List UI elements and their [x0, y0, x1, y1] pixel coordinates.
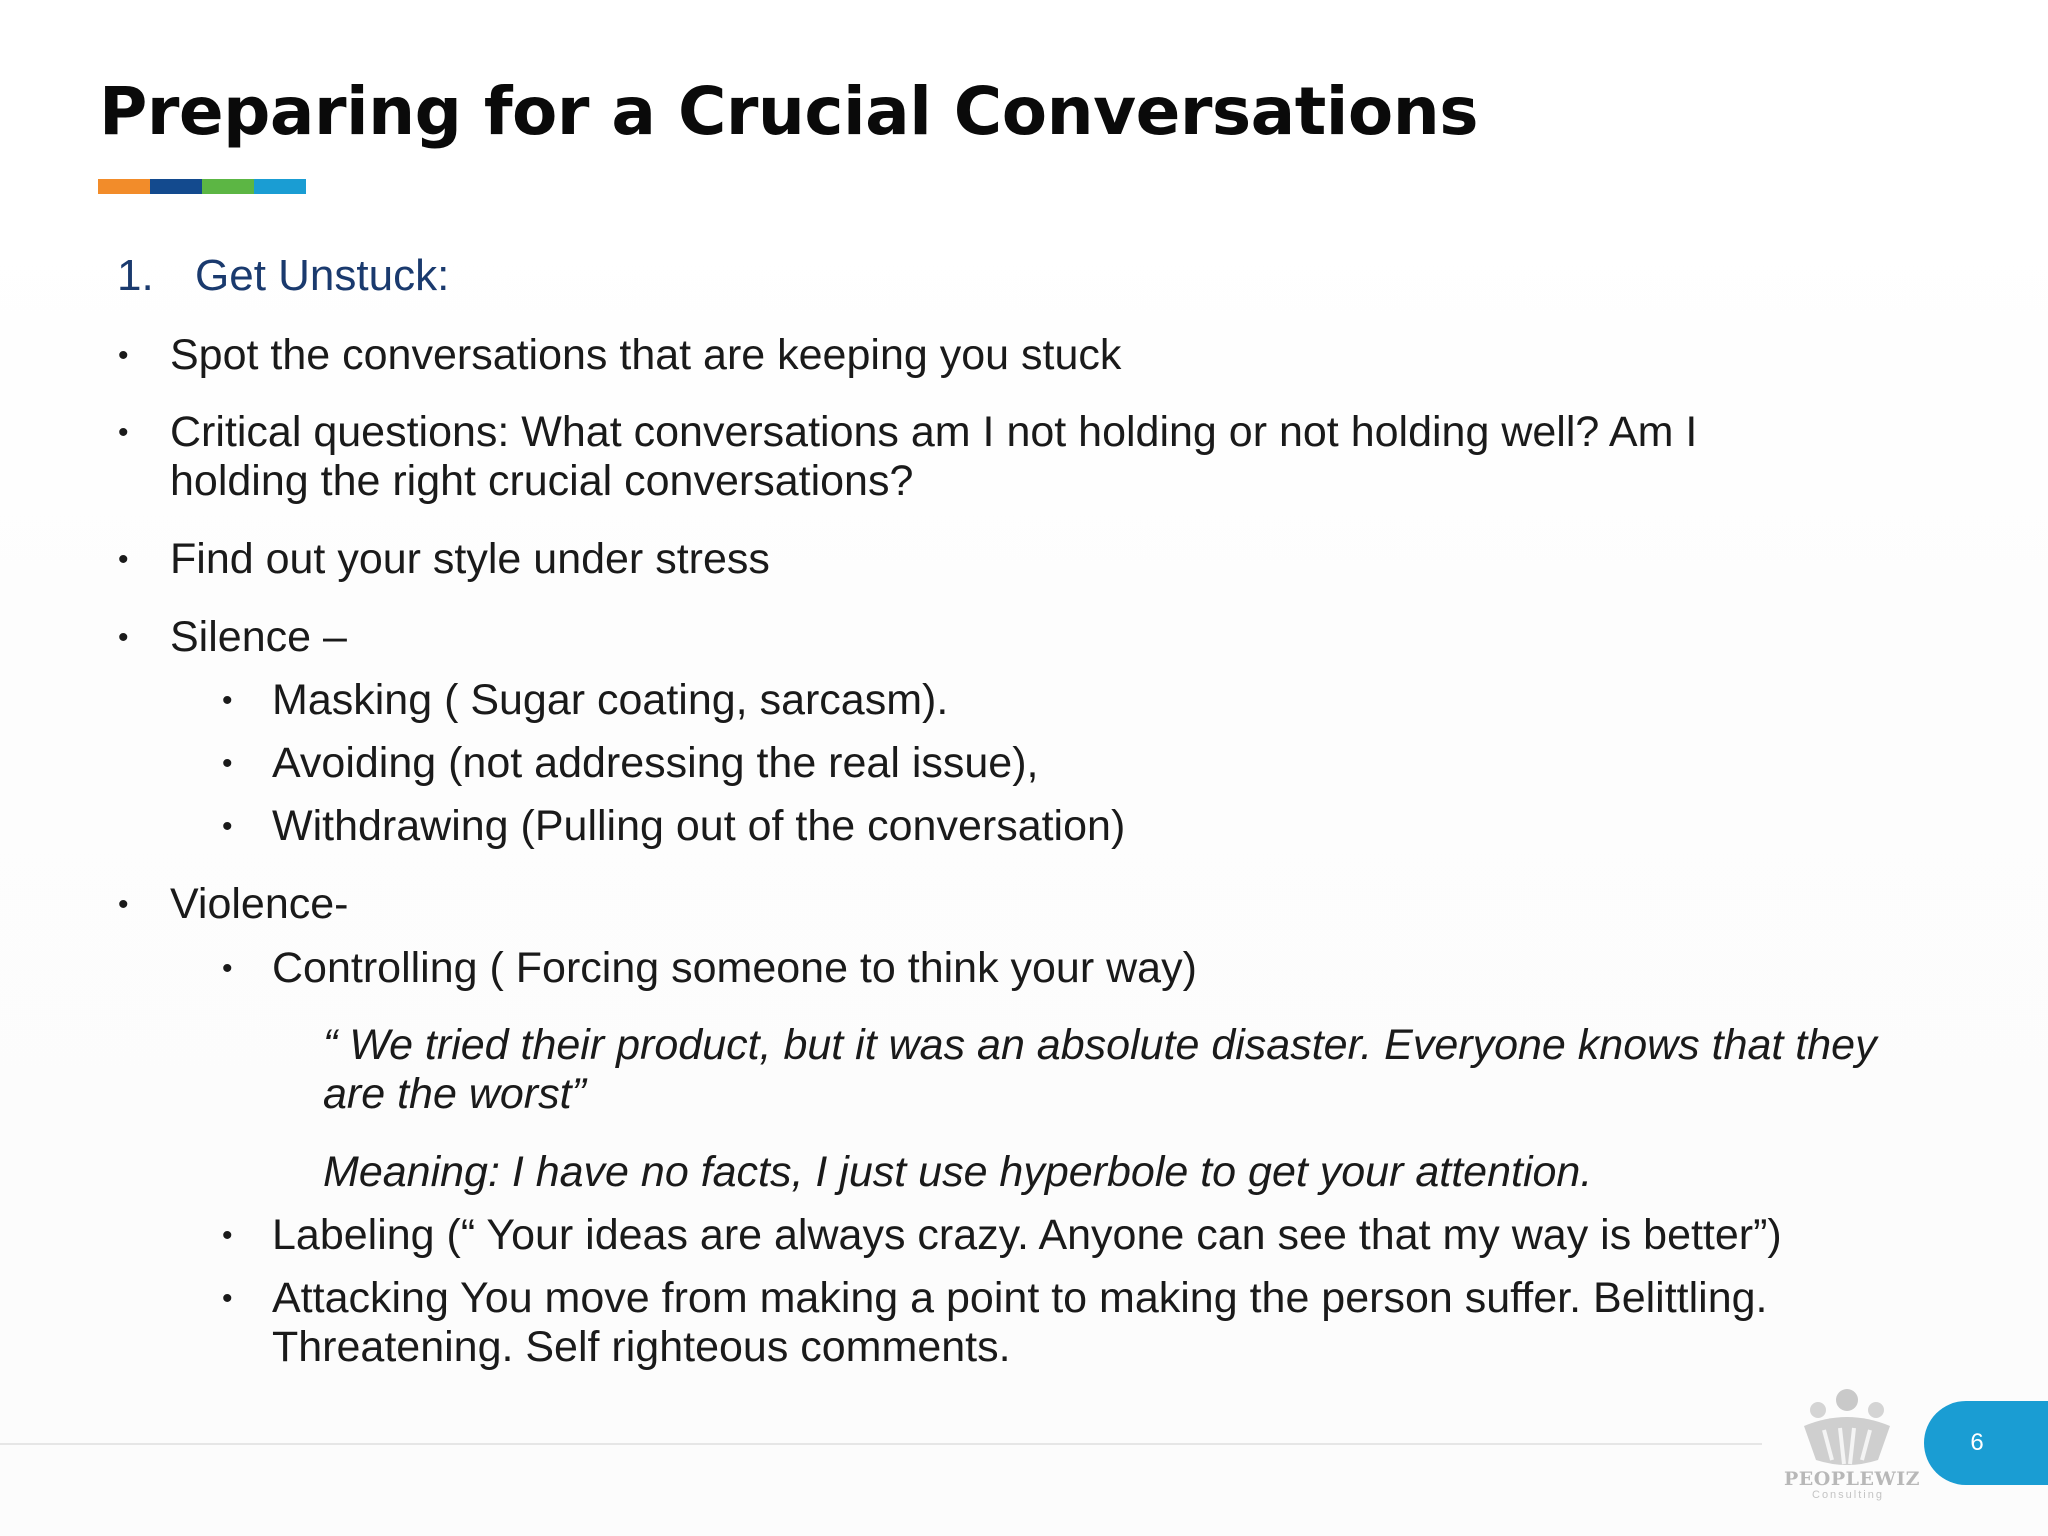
bullet-glyph: • [222, 952, 233, 985]
accent-segment-orange [98, 179, 150, 194]
sub-bullet-item [222, 739, 1892, 788]
section-label: Get Unstuck: [195, 251, 450, 300]
accent-segment-blue [254, 179, 306, 194]
section-heading [117, 248, 449, 304]
bullet-text: Silence – [170, 613, 347, 661]
bullet-glyph: • [118, 543, 129, 576]
sub-bullet-text: Withdrawing (Pulling out of the conversation) [272, 802, 1126, 850]
accent-segment-green [202, 179, 254, 194]
bullet-glyph: • [118, 416, 129, 449]
sub-bullet-item [222, 1211, 1892, 1260]
example-quote: “ We tried their product, but it was an absolute disaster. Everyone knows that they are the worst” [323, 1021, 1877, 1118]
bullet-item [118, 408, 1810, 506]
page-number-badge: 6 [1924, 1401, 2048, 1485]
bullet-glyph: • [118, 339, 129, 372]
sub-bullet-item [222, 802, 1892, 851]
bullet-glyph: • [222, 810, 233, 843]
bullet-text: Spot the conversations that are keeping you stuck [170, 331, 1122, 379]
bullet-glyph: • [118, 888, 129, 921]
bullet-text: Violence- [170, 880, 349, 928]
sub-bullet-text: Labeling (“ Your ideas are always crazy. Anyone can see that my way is better”) [272, 1211, 1782, 1259]
sub-bullet-text: Avoiding (not addressing the real issue), [272, 739, 1039, 787]
quote-meaning: Meaning: I have no facts, I just use hyperbole to get your attention. [323, 1148, 1593, 1196]
sub-bullet-text: Attacking You move from making a point to making the person suffer. Belittling. Threatening. Self righteous comments. [272, 1274, 1768, 1371]
bullet-glyph: • [222, 747, 233, 780]
bullet-item [118, 331, 1870, 380]
bullet-text: Find out your style under stress [170, 535, 770, 583]
sub-bullet-text: Masking ( Sugar coating, sarcasm). [272, 676, 949, 724]
sub-bullet-text: Controlling ( Forcing someone to think your way) [272, 944, 1197, 992]
footer-divider [0, 1443, 1762, 1445]
title-accent-bar [98, 179, 306, 194]
bullet-item [118, 535, 1870, 584]
sub-bullet-item [222, 1274, 1872, 1372]
bullet-glyph: • [222, 1219, 233, 1252]
section-number: 1. [117, 251, 154, 300]
accent-segment-navy [150, 179, 202, 194]
sub-bullet-item [222, 676, 1892, 725]
bullet-glyph: • [118, 621, 129, 654]
bullet-glyph: • [222, 684, 233, 717]
bullet-item [118, 880, 1870, 929]
bullet-glyph: • [222, 1282, 233, 1315]
logo-subtitle: Consulting [1812, 1489, 1884, 1501]
bullet-text: Critical questions: What conversations am I not holding or not holding well? Am I holding the right crucial conversations? [170, 408, 1698, 505]
slide-title: Preparing for a Crucial Conversations [99, 73, 1479, 150]
logo-wordmark: PEOPLEWIZ [1784, 1468, 1921, 1490]
bullet-item [118, 613, 1870, 662]
sub-bullet-item [222, 944, 1892, 993]
